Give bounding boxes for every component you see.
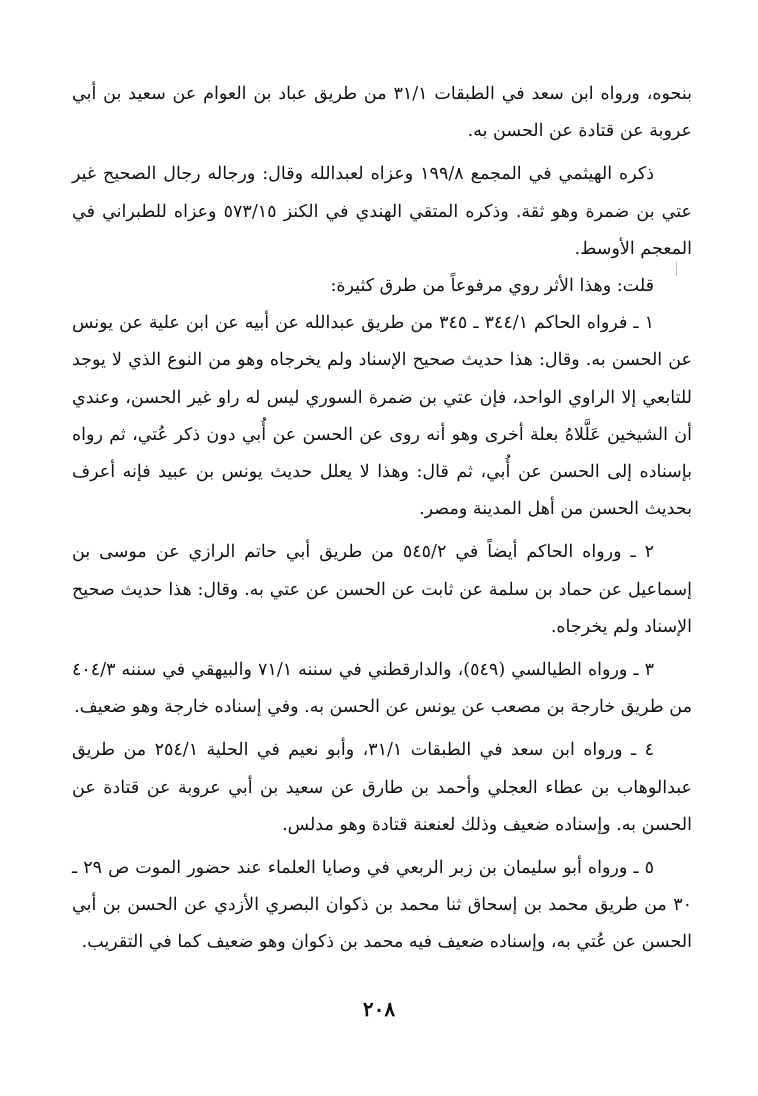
paragraph-haythami: ذكره الهيثمي في المجمع ١٩٩/٨ وعزاه لعبدالله وقال: ورجاله رجال الصحيح غير عتي بن ضمرة وهو ثقة. وذكره المتقي الهندي في الكنز ٥٧٣/١٥ وعزاه للطبراني في المعجم الأوسط. <box>72 164 692 259</box>
paragraph-item-1: ١ ـ فرواه الحاكم ٣٤٤/١ ـ ٣٤٥ من طريق عبدالله عن أبيه عن ابن علية عن يونس عن الحسن به. وقال: هذا حديث صحيح الإسناد ولم يخرجاه وهو من النوع الذي لا يوجد للتابعي إلا الراوي الواحد، فإن عتي بن ضمرة السوري ليس له راو غير الحسن، وعندي أن الشيخين عَلَّلاهُ بعلة أخرى وهو أنه روى عن الحسن عن أُبي دون ذكر عُتي، ثم رواه بإسناده إلى الحسن عن أُبي، ثم قال: وهذا لا يعلل حديث يونس بن عبيد فإنه أعرف بحديث الحسن من أهل المدينة ومصر. <box>72 313 692 520</box>
paragraph-item-5: ٥ ـ ورواه أبو سليمان بن زبر الربعي في وصايا العلماء عند حضور الموت ص ٢٩ ـ ٣٠ من طريق محمد بن إسحاق ثنا محمد بن ذكوان البصري الأزدي عن الحسن بن أبي الحسن عن عُتي به، وإسناده ضعيف فيه محمد بن ذكوان وهو ضعيف كما في التقريب. <box>72 858 692 953</box>
body-text <box>72 76 692 962</box>
paragraph-continuation: بنحوه، ورواه ابن سعد في الطبقات ٣١/١ من طريق عباد بن العوام عن سعيد بن أبي عروبة عن قتادة عن الحسن به. <box>72 84 692 142</box>
page-number: ٢٠٨ <box>362 997 396 1021</box>
paragraph-qult: قلت: وهذا الأثر روي مرفوعاً من طرق كثيرة: <box>330 276 654 297</box>
paragraph-item-3: ٣ ـ ورواه الطيالسي (٥٤٩)، والدارقطني في سننه ٧١/١ والبيهقي في سننه ٤٠٤/٣ من طريق خارجة بن مصعب عن يونس عن الحسن به. وفي إسناده خارجة وهو ضعيف. <box>72 660 692 718</box>
paragraph-item-4: ٤ ـ ورواه ابن سعد في الطبقات ٣١/١، وأبو نعيم في الحلية ٢٥٤/١ من طريق عبدالوهاب بن عطاء العجلي وأحمد بن طارق عن سعيد بن أبي عروبة عن قتادة عن الحسن به. وإسناده ضعيف وذلك لعنعنة قتادة وهو مدلس. <box>72 740 692 835</box>
paragraph-item-2: ٢ ـ ورواه الحاكم أيضاً في ٥٤٥/٢ من طريق أبي حاتم الرازي عن موسى بن إسماعيل عن حماد بن سلمة عن ثابت عن الحسن عن عتي به. وقال: هذا حديث صحيح الإسناد ولم يخرجاه. <box>72 542 692 637</box>
